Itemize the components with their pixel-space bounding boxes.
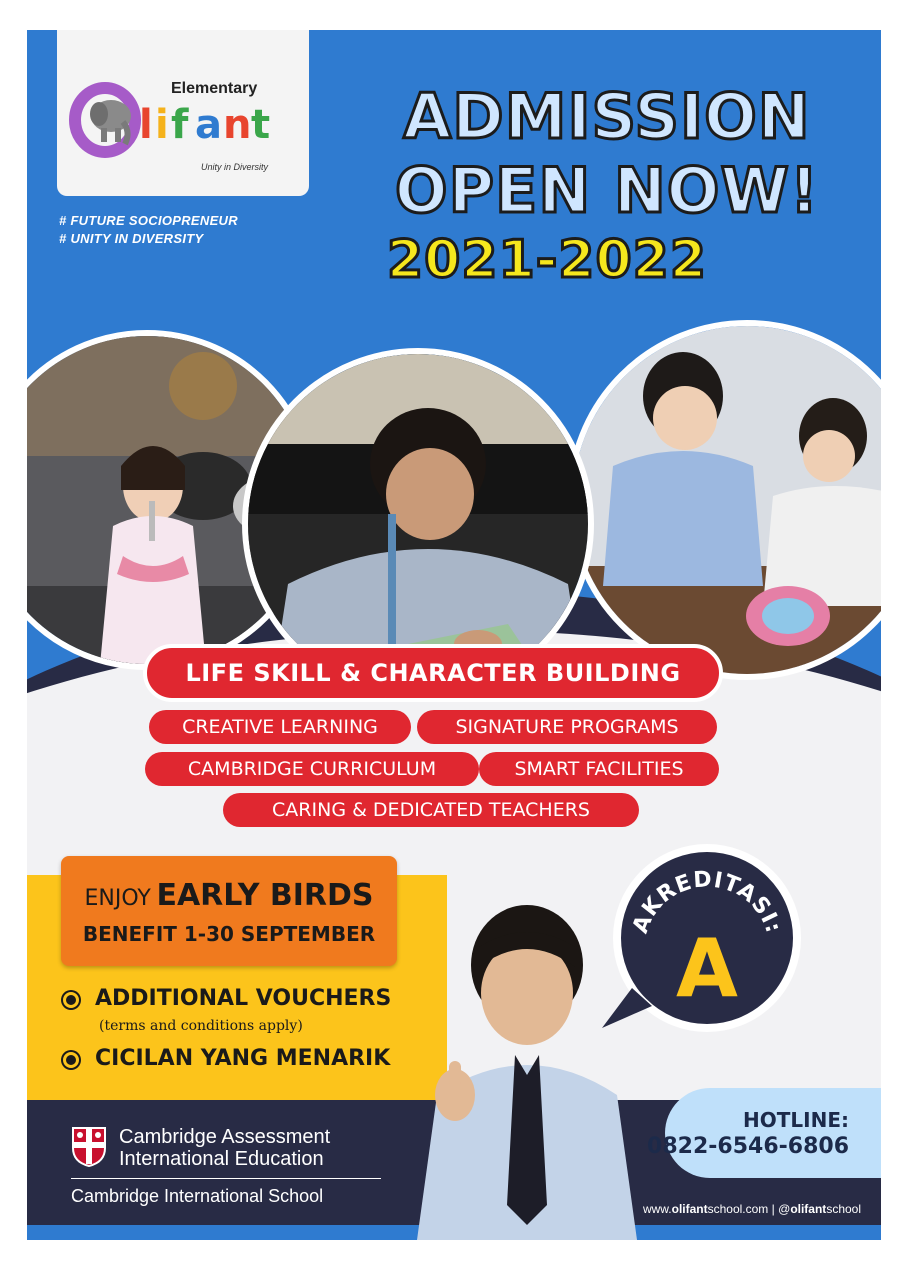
cambridge-school: Cambridge International School bbox=[71, 1186, 324, 1206]
svg-text:AKREDITASI:: AKREDITASI: bbox=[628, 867, 786, 937]
early-birds-label: EARLY BIRDS bbox=[156, 878, 374, 913]
bullet-vouchers: ADDITIONAL VOUCHERS bbox=[95, 986, 392, 1011]
headline-year: 2021-2022 bbox=[386, 230, 708, 290]
web-bold: olifant bbox=[671, 1202, 708, 1216]
website-social bbox=[643, 1202, 861, 1216]
logo-card bbox=[57, 30, 309, 196]
feature-main-pill: LIFE SKILL & CHARACTER BUILDING bbox=[143, 644, 723, 702]
benefit-dates: BENEFIT 1-30 SEPTEMBER bbox=[82, 922, 376, 946]
svg-text:n: n bbox=[223, 102, 252, 148]
bullet-installments: CICILAN YANG MENARIK bbox=[95, 1046, 391, 1071]
hotline-box bbox=[647, 1088, 881, 1178]
social-bold: olifant bbox=[790, 1202, 827, 1216]
feature-pill-teachers: CARING & DEDICATED TEACHERS bbox=[223, 793, 639, 827]
svg-text:A: A bbox=[676, 922, 738, 1015]
olifant-logo-icon bbox=[67, 80, 297, 170]
hotline-label: HOTLINE: bbox=[743, 1108, 849, 1132]
svg-text:a: a bbox=[195, 102, 222, 148]
vouchers-note: (terms and conditions apply) bbox=[99, 1018, 303, 1034]
social-prefix: @ bbox=[778, 1202, 791, 1216]
cambridge-line2: International Education bbox=[119, 1148, 324, 1170]
cambridge-shield-icon bbox=[71, 1126, 107, 1168]
web-prefix: www. bbox=[642, 1202, 672, 1216]
hashtag-sociopreneur: # FUTURE SOCIOPRENEUR bbox=[59, 213, 238, 228]
headline-admission: ADMISSION bbox=[403, 80, 811, 153]
svg-text:l: l bbox=[139, 102, 153, 148]
hotline-number[interactable]: 0822-6546-6806 bbox=[647, 1134, 849, 1159]
bullet-icon bbox=[63, 992, 79, 1008]
feature-pill-creative: CREATIVE LEARNING bbox=[149, 710, 411, 744]
cambridge-line1: Cambridge Assessment bbox=[119, 1126, 331, 1148]
svg-text:i: i bbox=[155, 102, 169, 148]
accreditation-badge-icon bbox=[592, 838, 822, 1048]
hashtag-unity: # UNITY IN DIVERSITY bbox=[59, 231, 204, 246]
svg-text:t: t bbox=[251, 102, 271, 148]
divider bbox=[71, 1178, 381, 1179]
web-suffix: school.com bbox=[707, 1202, 769, 1216]
separator: | bbox=[771, 1202, 775, 1216]
feature-pill-signature: SIGNATURE PROGRAMS bbox=[417, 710, 717, 744]
headline-open-now: OPEN NOW! bbox=[394, 154, 820, 227]
svg-text:f: f bbox=[171, 102, 189, 148]
enjoy-label: ENJOY bbox=[84, 886, 151, 911]
early-birds-box bbox=[61, 856, 397, 966]
feature-pill-facilities: SMART FACILITIES bbox=[479, 752, 719, 786]
bullet-icon bbox=[63, 1052, 79, 1068]
hashtags bbox=[59, 212, 238, 248]
feature-pill-cambridge: CAMBRIDGE CURRICULUM bbox=[145, 752, 479, 786]
social-suffix: school bbox=[826, 1202, 861, 1216]
admission-poster bbox=[27, 30, 881, 1240]
logo-tagline: Unity in Diversity bbox=[201, 162, 269, 172]
logo-level-label: Elementary bbox=[171, 80, 258, 97]
cambridge-title bbox=[119, 1126, 330, 1170]
